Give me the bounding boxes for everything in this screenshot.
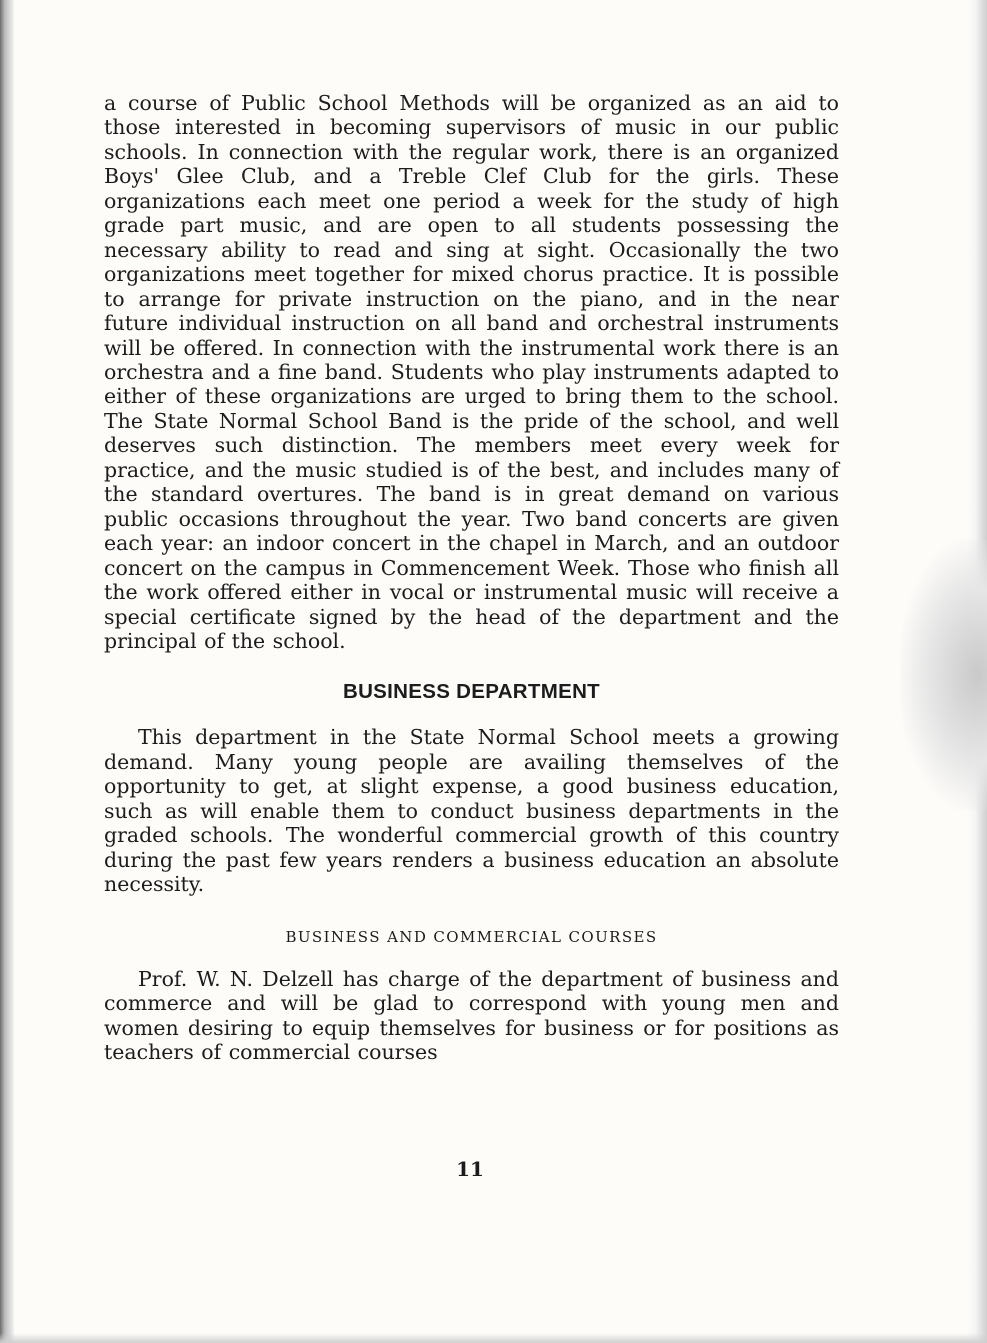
business-department-heading: BUSINESS DEPARTMENT: [342, 680, 601, 704]
page-content: [104, 91, 839, 1064]
courses-paragraph: Prof. W. N. Delzell has charge of the department of business and commerce and will be glad to correspond with young men and women desiring to equip themselves for business or for positions as teachers of commercial courses: [104, 966, 839, 1064]
page-number: 11: [456, 1157, 484, 1181]
business-paragraph: This department in the State Normal School meets a growing demand. Many young people are availing themselves of the opportunity to get, at slight expense, a good business education, such as will enable them to conduct business departments in the graded schools. The wonderful commercial growth of this country during the past few years renders a business education an absolute necessity.: [104, 725, 839, 897]
music-paragraph: a course of Public School Methods will be organized as an aid to those interested in becoming supervisors of music in our public schools. In connection with the regular work, there is an organized Boys' Glee Club, and a Treble Clef Club for the girls. These organizations each meet one period a week for the study of high grade part music, and are open to all students possessing the necessary ability to read and sing at sight. Occasionally the two organizations meet together for mixed chorus practice. It is possible to arrange for private instruction on the piano, and in the near future individual instruction on all band and orchestral instruments will be offered. In connection with the instrumental work there is an orchestra and a fine band. Students who play instruments adapted to either of these organizations are urged to bring them to the school. The State Normal School Band is the pride of the school, and well deserves such distinction. The members meet every week for practice, and the music studied is of the best, and includes many of the standard overtures. The band is in great demand on various public occasions throughout the year. Two band concerts are given each year: an indoor concert in the chapel in March, and an outdoor concert on the campus in Commencement Week. Those who finish all the work offered either in vocal or instrumental music will receive a special certificate signed by the head of the department and the principal of the school.: [104, 91, 839, 653]
page-stain: [900, 540, 987, 810]
scan-left-edge: [0, 0, 14, 1343]
business-courses-heading: BUSINESS AND COMMERCIAL COURSES: [285, 927, 658, 946]
scan-bottom-edge: [0, 1333, 987, 1343]
